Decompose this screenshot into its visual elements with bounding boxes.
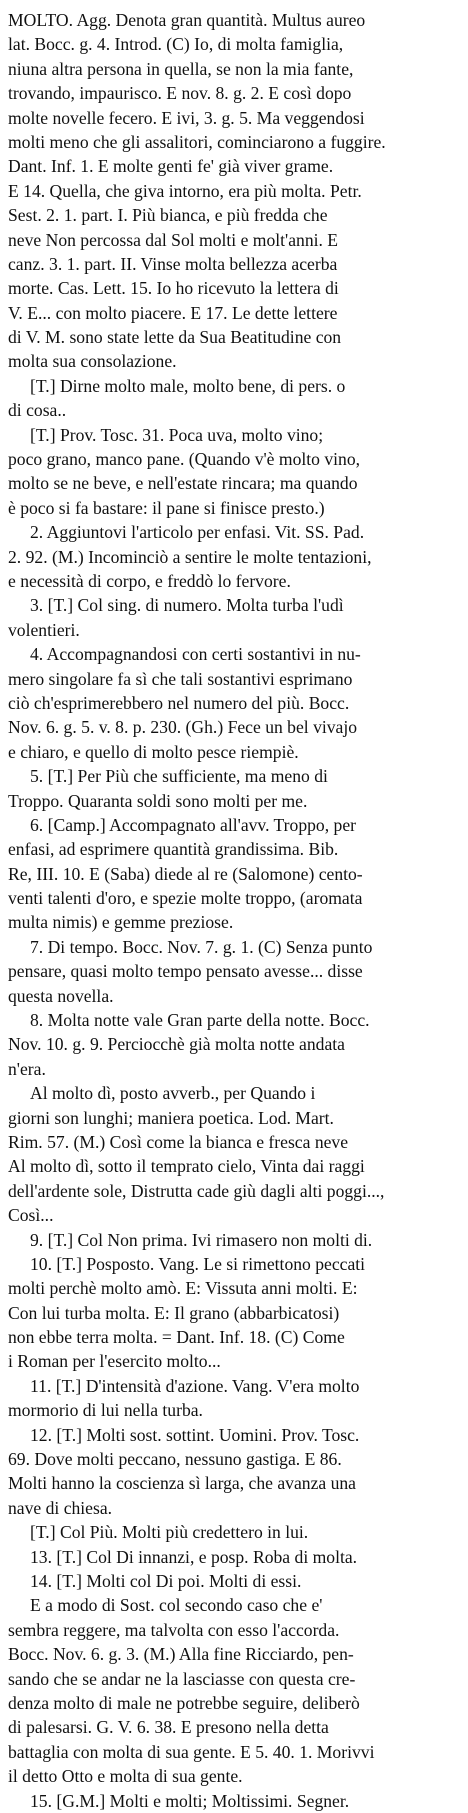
text-line: pensare, quasi molto tempo pensato avesse... disse (8, 961, 363, 982)
text-line: Così... (8, 1205, 54, 1226)
text-line: venti talenti d'oro, e spezie molte troppo, (aromata (8, 888, 363, 909)
text-line: di palesarsi. G. V. 6. 38. E presono nella detta (8, 1717, 329, 1738)
text-line: e necessità di corpo, e freddò lo fervore. (8, 570, 291, 591)
text-line: enfasi, ad esprimere quantità grandissima. Bib. (8, 839, 339, 860)
text-line: [T.] Col Più. Molti più credettero in lui. (30, 1522, 309, 1543)
text-line: Al molto dì, posto avverb., per Quando i (30, 1083, 316, 1104)
text-line: di V. M. sono state lette da Sua Beatitudine con (8, 327, 342, 348)
text-line: sembra reggere, ma talvolta con esso l'accorda. (8, 1619, 340, 1640)
text-line: MOLTO. Agg. Denota gran quantità. Multus aureo (8, 10, 366, 30)
text-line: denza molto di male ne potrebbe seguire, deliberò (8, 1692, 360, 1713)
text-line: V. E... con molto piacere. E 17. Le dette lettere (8, 302, 338, 323)
text-line: 10. [T.] Posposto. Vang. Le si rimettono peccati (30, 1253, 366, 1274)
text-line: 69. Dove molti peccano, nessuno gastiga. E 86. (8, 1449, 342, 1470)
text-line: volentieri. (8, 619, 80, 640)
text-line: 8. Molta notte vale Gran parte della notte. Bocc. (30, 1010, 370, 1031)
text-line: molti perchè molto amò. E: Vissuta anni molti. E: (8, 1278, 358, 1299)
text-line: Rim. 57. (M.) Così come la bianca e fresca neve (8, 1131, 349, 1152)
text-line: giorni son lunghi; maniera poetica. Lod. Mart. (8, 1107, 334, 1128)
text-line: E a modo di Sost. col secondo caso che e' (30, 1595, 323, 1616)
text-line: neve Non percossa dal Sol molti e molt'anni. E (8, 229, 339, 250)
text-line: mero singolare fa sì che tali sostantivi esprimano (8, 668, 353, 689)
text-line: [T.] Prov. Tosc. 31. Poca uva, molto vino; (30, 424, 324, 445)
text-line: molto se ne beve, e nell'estate rincara; ma quando (8, 473, 358, 494)
text-line: è poco si fa bastare: il pane si finisce presto.) (8, 497, 325, 518)
text-line: questa novella. (8, 985, 114, 1006)
text-line: 9. [T.] Col Non prima. Ivi rimasero non molti di. (30, 1229, 373, 1250)
text-line: nave di chiesa. (8, 1497, 113, 1518)
text-line: Troppo. Quaranta soldi sono molti per me. (8, 790, 308, 811)
text-line: 2. 92. (M.) Incominciò a sentire le molte tentazioni, (8, 546, 372, 567)
text-line: n'era. (8, 1058, 46, 1079)
text-line: 2. Aggiuntovi l'articolo per enfasi. Vit. SS. Pad. (30, 522, 365, 543)
text-line: di cosa.. (8, 400, 67, 421)
text-line: multa nimis) e gemme preziose. (8, 912, 234, 933)
text-line: battaglia con molta di sua gente. E 5. 40. 1. Morivvi (8, 1741, 375, 1762)
text-line: 14. [T.] Molti col Di poi. Molti di essi. (30, 1571, 302, 1591)
text-line: non ebbe terra molta. = Dant. Inf. 18. (C) Come (8, 1327, 345, 1348)
text-line: molte novelle fecero. E ivi, 3. g. 5. Ma veggendosi (8, 107, 365, 128)
text-line: 15. [G.M.] Molti e molti; Moltissimi. Segner. (30, 1790, 350, 1811)
text-line: Re, III. 10. E (Saba) diede al re (Salomone) cento- (8, 863, 363, 884)
text-line: molti meno che gli assalitori, cominciarono a fuggire. (8, 131, 386, 152)
text-line: E 14. Quella, che giva intorno, era più molta. Petr. (8, 180, 362, 201)
text-line: e chiaro, e quello di molto pesce riempiè. (8, 741, 299, 762)
text-line: molta sua consolazione. (8, 351, 177, 372)
text-line: Sest. 2. 1. part. I. Più bianca, e più fredda che (8, 205, 328, 226)
text-line: Molti hanno la coscienza sì larga, che avanza una (8, 1473, 356, 1494)
text-line: 13. [T.] Col Di innanzi, e posp. Roba di molta. (30, 1546, 358, 1567)
text-line: sando che se andar ne la lasciasse con questa cre- (8, 1668, 356, 1689)
text-line: Dant. Inf. 1. E molte genti fe' già viver grame. (8, 156, 334, 177)
text-line: dell'ardente sole, Distrutta cade giù dagli alti poggi..., (8, 1180, 385, 1201)
text-line: Con lui turba molta. E: Il grano (abbarbicatosi) (8, 1302, 340, 1323)
text-line: Nov. 6. g. 5. v. 8. p. 230. (Gh.) Fece un bel vivajo (8, 717, 358, 738)
text-line: 7. Di tempo. Bocc. Nov. 7. g. 1. (C) Senza punto (30, 936, 373, 957)
text-line: i Roman per l'esercito molto... (8, 1351, 221, 1372)
text-line: niuna altra persona in quella, se non la mia fante, (8, 58, 354, 79)
text-line: 3. [T.] Col sing. di numero. Molta turba l'udì (30, 595, 344, 616)
text-line: 5. [T.] Per Più che sufficiente, ma meno di (30, 766, 328, 787)
text-line: [T.] Dirne molto male, molto bene, di pers. o (30, 375, 346, 396)
text-line: il detto Otto e molta di sua gente. (8, 1766, 243, 1787)
text-line: 6. [Camp.] Accompagnato all'avv. Troppo, per (30, 814, 356, 835)
text-line: 12. [T.] Molti sost. sottint. Uomini. Prov. Tosc. (30, 1424, 360, 1445)
text-line: 11. [T.] D'intensità d'azione. Vang. V'era molto (30, 1375, 360, 1396)
text-line: lat. Bocc. g. 4. Introd. (C) Io, di molta famiglia, (8, 34, 344, 55)
text-line: trovando, impaurisco. E nov. 8. g. 2. E così dopo (8, 83, 352, 104)
text-line: ciò ch'esprimerebbero nel numero del più. Bocc. (8, 692, 350, 713)
text-line: canz. 3. 1. part. II. Vinse molta bellezza acerba (8, 253, 338, 274)
text-line: Bocc. Nov. 6. g. 3. (M.) Alla fine Ricciardo, pen- (8, 1644, 354, 1665)
text-line: Al molto dì, sotto il temprato cielo, Vinta dai raggi (8, 1156, 365, 1177)
text-line: mormorio di lui nella turba. (8, 1400, 203, 1421)
text-line: morte. Cas. Lett. 15. Io ho ricevuto la lettera di (8, 278, 339, 299)
text-line: 4. Accompagnandosi con certi sostantivi in nu- (30, 644, 361, 665)
text-line: Nov. 10. g. 9. Perciocchè già molta notte andata (8, 1034, 345, 1055)
text-line: poco grano, manco pane. (Quando v'è molto vino, (8, 449, 361, 470)
